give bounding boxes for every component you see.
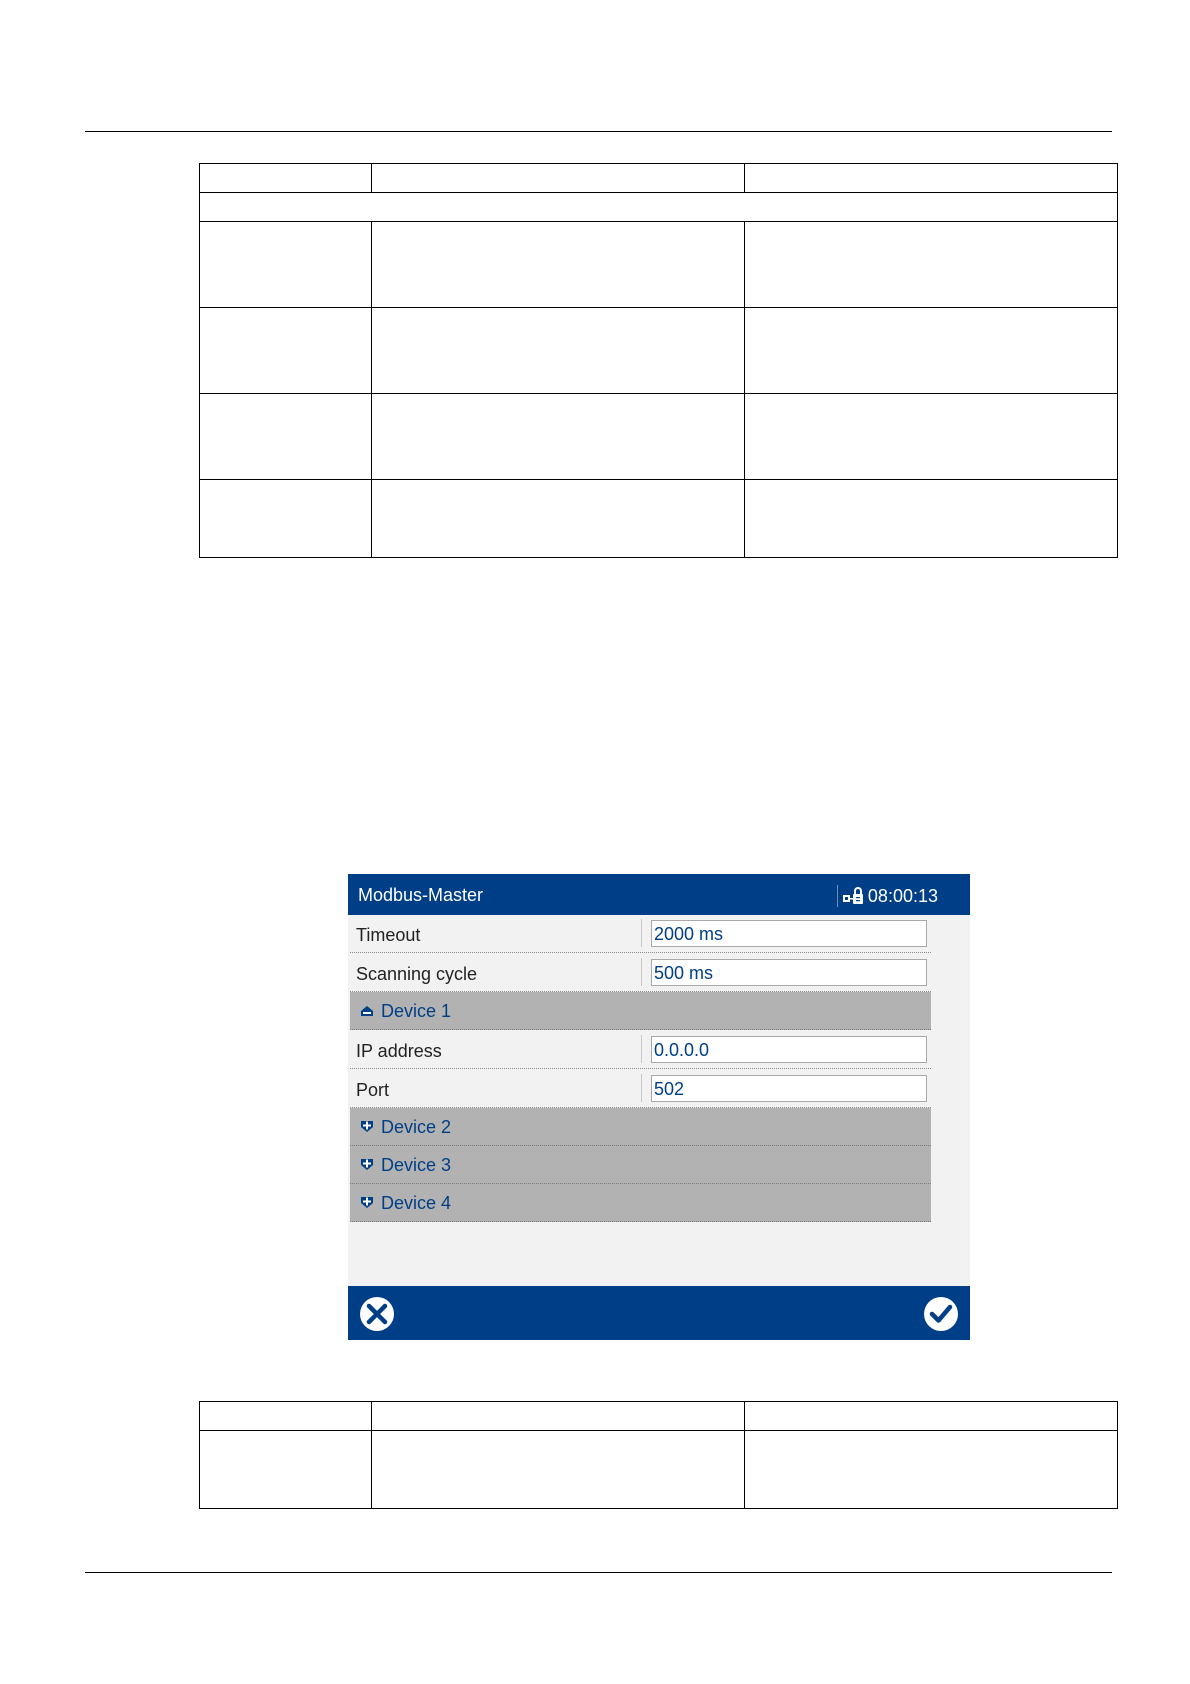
table-row	[200, 222, 1118, 308]
table-row	[200, 394, 1118, 480]
parameter-table-top	[199, 163, 1118, 558]
timeout-field[interactable]: 2000 ms	[651, 920, 927, 947]
check-circle-icon[interactable]	[923, 1296, 959, 1332]
clock-time: 08:00:13	[867, 885, 938, 906]
device-3-group[interactable]	[350, 1146, 931, 1184]
row-separator	[641, 919, 642, 947]
scanning-cycle-label: Scanning cycle	[356, 964, 478, 984]
timeout-row	[350, 915, 931, 953]
collapse-icon	[360, 1004, 374, 1018]
row-separator	[641, 1035, 642, 1063]
port-row	[350, 1070, 931, 1108]
scanning-cycle-field[interactable]: 500 ms	[651, 959, 927, 986]
table-row	[200, 308, 1118, 394]
port-label: Port	[356, 1080, 390, 1100]
ip-address-row	[350, 1031, 931, 1069]
expand-icon	[360, 1158, 374, 1172]
row-separator	[641, 958, 642, 986]
device-4-label: Device 4	[381, 1193, 452, 1213]
device-3-label: Device 3	[381, 1155, 452, 1175]
table-header-row	[200, 164, 1118, 193]
expand-icon	[360, 1120, 374, 1134]
scanning-cycle-row	[350, 954, 931, 992]
port-field[interactable]: 502	[651, 1075, 927, 1102]
device-4-group[interactable]	[350, 1184, 931, 1222]
ip-address-field[interactable]: 0.0.0.0	[651, 1036, 927, 1063]
screen-title: Modbus-Master	[358, 885, 484, 905]
close-circle-icon[interactable]	[359, 1296, 395, 1332]
table-row	[200, 480, 1118, 558]
network-lock-icon	[842, 887, 864, 905]
screen-footer	[348, 1286, 970, 1340]
table-row	[200, 1431, 1118, 1509]
device-2-group[interactable]	[350, 1108, 931, 1146]
table-section-row	[200, 193, 1118, 222]
device-2-label: Device 2	[381, 1117, 452, 1137]
row-separator	[641, 1074, 642, 1102]
screen-header	[348, 874, 970, 915]
header-rule	[85, 131, 1112, 132]
footer-rule	[85, 1572, 1112, 1573]
expand-icon	[360, 1196, 374, 1210]
device-1-group[interactable]	[350, 992, 931, 1030]
table-header-row	[200, 1402, 1118, 1431]
header-separator	[837, 885, 838, 907]
timeout-label: Timeout	[356, 925, 421, 945]
device-1-label: Device 1	[381, 1001, 452, 1021]
device-screen	[348, 874, 970, 1340]
status-area	[837, 885, 938, 907]
parameter-table-bottom	[199, 1401, 1118, 1509]
ip-address-label: IP address	[356, 1041, 442, 1061]
